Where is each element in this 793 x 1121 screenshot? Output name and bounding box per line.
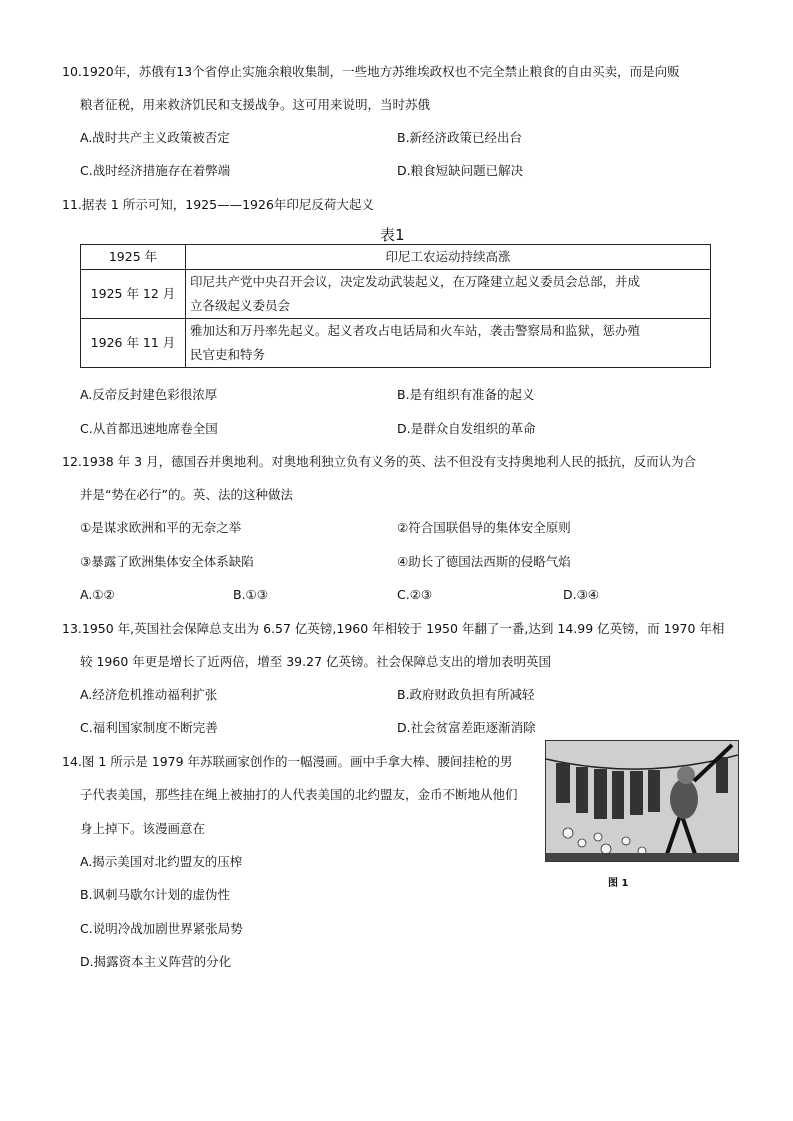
q12-item-2: ②符合国联倡导的集体安全原则: [397, 520, 571, 535]
q10-stem-line2: 粮者征税，用来救济饥民和支援战争。这可用来说明，当时苏俄: [80, 97, 431, 112]
q12-option-b: B.①③: [233, 587, 268, 602]
q10-option-a: A.战时共产主义政策被否定: [80, 130, 230, 145]
q13-option-d: D.社会贫富差距逐渐消除: [397, 720, 536, 735]
q13-stem-line1: 13.1950 年,英国社会保障总支出为 6.57 亿英镑,1960 年相较于 1950 年翻了一番,达到 14.99 亿英镑，而 1970 年相: [62, 621, 725, 636]
q12-stem-line1: 12.1938 年 3 月，德国吞并奥地利。对奥地利独立负有义务的英、法不但没有支持奥地利人民的抵抗，反而认为合: [62, 454, 697, 469]
table-cell-event: 印尼工农运动持续高涨: [186, 245, 711, 270]
q10-option-d: D.粮食短缺问题已解决: [397, 163, 524, 178]
q12-item-1: ①是谋求欧洲和平的无奈之举: [80, 520, 242, 535]
q13-stem-line2: 较 1960 年更是增长了近两倍，增至 39.27 亿英镑。社会保障总支出的增加表明英国: [80, 654, 551, 669]
q14-option-c: C.说明冷战加剧世界紧张局势: [80, 921, 243, 936]
q13-option-a: A.经济危机推动福利扩张: [80, 687, 218, 702]
q12-item-3: ③暴露了欧洲集体安全体系缺陷: [80, 554, 254, 569]
q14-stem-line3: 身上掉下。该漫画意在: [80, 821, 206, 836]
table-row: [81, 270, 711, 319]
table-cell-event-line1: 雅加达和万丹率先起义。起义者攻占电话局和火车站，袭击警察局和监狱，惩办殖: [190, 323, 641, 338]
cartoon-drawing: [546, 741, 738, 861]
q11-option-a: A.反帝反封建色彩很浓厚: [80, 387, 218, 402]
table-cell-event: [186, 319, 711, 368]
cartoon-image: [545, 740, 739, 862]
table-caption: 表1: [380, 226, 405, 244]
q10-option-c: C.战时经济措施存在着弊端: [80, 163, 231, 178]
q10-option-b: B.新经济政策已经出台: [397, 130, 523, 145]
table-cell-event-line2: 立各级起义委员会: [190, 298, 291, 313]
q12-stem-line2: 并是“势在必行”的。英、法的这种做法: [80, 487, 293, 502]
table-cell-date: 1925 年 12 月: [81, 270, 186, 319]
q11-table: [80, 244, 711, 368]
table-cell-event-line2: 民官吏和特务: [190, 347, 266, 362]
table-cell-date: 1926 年 11 月: [81, 319, 186, 368]
q12-option-c: C.②③: [397, 587, 433, 602]
q14-stem-line1: 14.图 1 所示是 1979 年苏联画家创作的一幅漫画。画中手拿大棒、腰间挂枪的男: [62, 754, 513, 769]
q14-option-d: D.揭露资本主义阵营的分化: [80, 954, 232, 969]
q11-option-d: D.是群众自发组织的革命: [397, 421, 536, 436]
q10-stem-line1: 10.1920年，苏俄有13个省停止实施余粮收集制，一些地方苏维埃政权也不完全禁止粮食的自由买卖，而是向贩: [62, 64, 680, 79]
q14-stem-line2: 子代表美国，那些挂在绳上被抽打的人代表美国的北约盟友，金币不断地从他们: [80, 787, 518, 802]
q12-option-d: D.③④: [563, 587, 600, 602]
q11-option-c: C.从首都迅速地席卷全国: [80, 421, 218, 436]
q13-option-c: C.福利国家制度不断完善: [80, 720, 218, 735]
table-cell-event-line1: 印尼共产党中央召开会议，决定发动武装起义，在万隆建立起义委员会总部，并成: [190, 274, 641, 289]
q13-option-b: B.政府财政负担有所减轻: [397, 687, 535, 702]
q11-option-b: B.是有组织有准备的起义: [397, 387, 535, 402]
figure-label: 图 1: [608, 878, 629, 889]
table-cell-date: 1925 年: [81, 245, 186, 270]
table-row: [81, 245, 711, 270]
table-cell-event: [186, 270, 711, 319]
table-row: [81, 319, 711, 368]
q12-option-a: A.①②: [80, 587, 115, 602]
q14-option-b: B.讽刺马歇尔计划的虚伪性: [80, 887, 231, 902]
q12-item-4: ④助长了德国法西斯的侵略气焰: [397, 554, 571, 569]
q11-stem-line1: 11.据表 1 所示可知，1925——1926年印尼反荷大起义: [62, 197, 374, 212]
q14-option-a: A.揭示美国对北约盟友的压榨: [80, 854, 243, 869]
